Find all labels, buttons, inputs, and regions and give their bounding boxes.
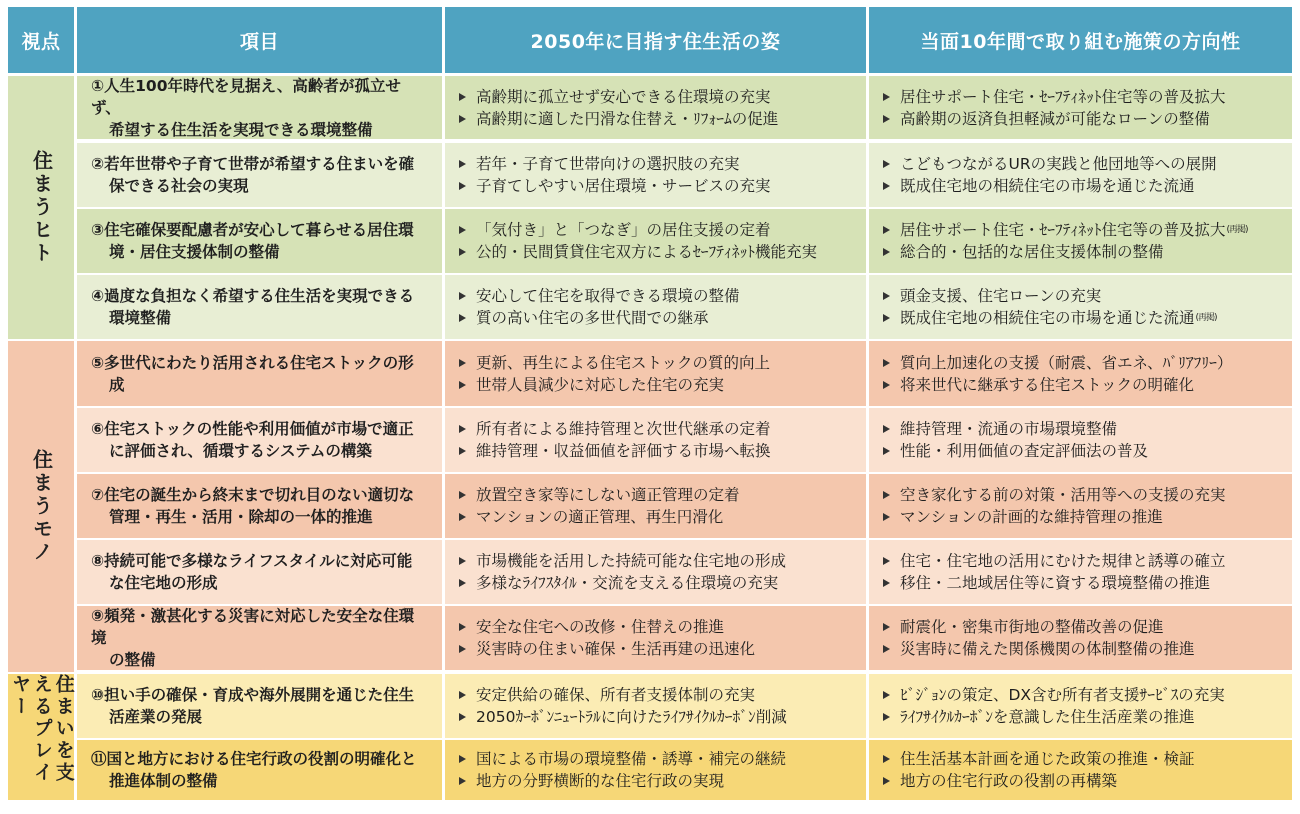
policy-bullet-item	[883, 684, 1282, 706]
row-item-cell	[77, 474, 442, 538]
vision-bullet-text: 市場機能を活用した持続可能な住宅地の形成	[476, 552, 787, 570]
item-line: な住宅地の形成	[109, 574, 218, 592]
policy-bullet-text: 地方の住宅行政の役割の再構築	[900, 772, 1118, 790]
vision-bullet-text: 2050ｶｰﾎﾞﾝﾆｭｰﾄﾗﾙに向けたﾗｲﾌｻｲｸﾙｶｰﾎﾞﾝ削減	[476, 708, 787, 726]
group-label-people: 住まうヒト	[29, 150, 54, 265]
vision-bullet-item	[459, 86, 856, 108]
policy-bullet-item	[883, 572, 1282, 594]
bullet-triangle-icon	[883, 777, 890, 785]
policy-bullet-item	[883, 550, 1282, 572]
reprint-tag: (再掲)	[1195, 313, 1217, 323]
row-item-text	[91, 219, 414, 263]
item-line: ⑩担い手の確保・育成や海外展開を通じた住生	[91, 686, 415, 704]
policy-bullet-text: 将来世代に継承する住宅ストックの明確化	[900, 375, 1195, 394]
vision-bullet-text: 地方の分野横断的な住宅行政の実現	[476, 772, 725, 790]
vision-bullet-item	[459, 770, 856, 792]
vision-bullet-item	[459, 506, 856, 528]
vision-bullet-text: 多様なﾗｲﾌｽﾀｲﾙ・交流を支える住環境の充実	[476, 574, 779, 592]
row-item-cell	[77, 341, 442, 406]
bullet-triangle-icon	[883, 755, 890, 763]
policy-bullet-text: 移住・二地域居住等に資する環境整備の推進	[900, 574, 1211, 592]
bullet-triangle-icon	[459, 93, 466, 101]
policy-bullet-text: ﾋﾞｼﾞｮﾝの策定、DX含む所有者支援ｻｰﾋﾞｽの充実	[900, 686, 1225, 704]
row-vision-cell	[445, 606, 866, 670]
bullet-triangle-icon	[459, 248, 466, 256]
policy-bullet-item	[883, 352, 1282, 374]
item-line: ⑤多世代にわたり活用される住宅ストックの形	[91, 353, 414, 372]
row-vision-cell	[445, 674, 866, 738]
row-item-cell	[77, 275, 442, 339]
bullet-triangle-icon	[883, 447, 890, 455]
policy-bullet-item	[883, 86, 1282, 108]
bullet-triangle-icon	[459, 557, 466, 565]
vision-bullet-text: 若年・子育て世帯向けの選択肢の充実	[476, 155, 740, 173]
bullet-triangle-icon	[459, 115, 466, 123]
item-line: ⑧持続可能で多様なライフスタイルに対応可能	[91, 552, 413, 570]
group-band-people	[8, 76, 74, 339]
bullet-triangle-icon	[459, 713, 466, 721]
bullet-triangle-icon	[883, 491, 890, 499]
item-line: 希望する住生活を実現できる環境整備	[109, 120, 373, 139]
row-vision-cell	[445, 408, 866, 472]
vision-bullet-item	[459, 285, 856, 307]
bullet-triangle-icon	[883, 425, 890, 433]
bullet-triangle-icon	[883, 314, 890, 322]
bullet-triangle-icon	[883, 160, 890, 168]
policy-bullet-text: 耐震化・密集市街地の整備改善の促進	[900, 618, 1164, 636]
policy-bullet-item	[883, 616, 1282, 638]
bullet-triangle-icon	[459, 425, 466, 433]
bullet-triangle-icon	[883, 115, 890, 123]
vision-bullet-text: 質の高い住宅の多世代間での継承	[476, 309, 709, 327]
policy-bullet-text: 居住サポート住宅・ｾｰﾌﾃｨﾈｯﾄ住宅等の普及拡大	[900, 87, 1226, 106]
row-item-text	[91, 484, 414, 528]
bullet-triangle-icon	[883, 623, 890, 631]
item-line: ④過度な負担なく希望する住生活を実現できる	[91, 287, 415, 305]
vision-bullet-text: 更新、再生による住宅ストックの質的向上	[476, 353, 771, 372]
policy-bullet-item	[883, 108, 1282, 130]
bullet-triangle-icon	[459, 292, 466, 300]
vision-bullet-text: マンションの適正管理、再生円滑化	[476, 508, 724, 526]
group-label-housing: 住まうモノ	[29, 449, 54, 564]
vision-bullet-item	[459, 153, 856, 175]
bullet-triangle-icon	[883, 381, 890, 389]
bullet-triangle-icon	[459, 182, 466, 190]
policy-bullet-text: 維持管理・流通の市場環境整備	[900, 420, 1118, 438]
row-item-text	[91, 75, 424, 141]
policy-bullet-text: ﾗｲﾌｻｲｸﾙｶｰﾎﾞﾝを意識した住生活産業の推進	[900, 708, 1195, 726]
item-line: ⑥住宅ストックの性能や利用価値が市場で適正	[91, 420, 414, 438]
vision-bullet-item	[459, 572, 856, 594]
policy-bullet-text: 頭金支援、住宅ローンの充実	[900, 287, 1102, 305]
row-item-text	[91, 748, 417, 792]
header-item: 項目	[77, 7, 442, 73]
policy-bullet-text: 性能・利用価値の査定評価法の普及	[900, 442, 1149, 460]
policy-bullet-text: 既成住宅地の相続住宅の市場を通じた流通	[900, 177, 1195, 195]
policy-bullet-item	[883, 770, 1282, 792]
policy-bullet-item	[883, 175, 1282, 197]
vision-bullet-text: 公的・民間賃貸住宅双方によるｾｰﾌﾃｨﾈｯﾄ機能充実	[476, 243, 818, 261]
vision-bullet-item	[459, 638, 856, 660]
vision-bullet-text: 子育てしやすい居住環境・サービスの充実	[476, 177, 771, 195]
bullet-triangle-icon	[459, 491, 466, 499]
row-vision-cell	[445, 540, 866, 604]
policy-bullet-item	[883, 374, 1282, 396]
row-item-text	[91, 605, 424, 671]
item-line: 成	[109, 375, 125, 394]
vision-bullet-text: 国による市場の環境整備・誘導・補完の継続	[476, 750, 787, 768]
item-line: ②若年世帯や子育て世帯が希望する住まいを確	[91, 155, 415, 173]
row-vision-cell	[445, 275, 866, 339]
policy-bullet-item	[883, 638, 1282, 660]
policy-bullet-text: 総合的・包括的な居住支援体制の整備	[900, 243, 1164, 261]
policy-bullet-item	[883, 484, 1282, 506]
bullet-triangle-icon	[459, 160, 466, 168]
bullet-triangle-icon	[883, 645, 890, 653]
vision-bullet-item	[459, 706, 856, 728]
bullet-triangle-icon	[883, 93, 890, 101]
bullet-triangle-icon	[459, 359, 466, 367]
policy-bullet-text: 高齢期の返済負担軽減が可能なローンの整備	[900, 109, 1210, 128]
policy-bullet-item	[883, 219, 1282, 241]
vision-bullet-item	[459, 748, 856, 770]
vision-bullet-item	[459, 307, 856, 329]
item-line: ⑪国と地方における住宅行政の役割の明確化と	[91, 750, 417, 768]
vision-bullet-item	[459, 418, 856, 440]
item-line: の整備	[109, 651, 156, 669]
row-item-text	[91, 418, 414, 462]
item-line: ⑦住宅の誕生から終末まで切れ目のない適切な	[91, 486, 415, 504]
bullet-triangle-icon	[883, 513, 890, 521]
policy-bullet-item	[883, 307, 1282, 329]
item-line: 境・居住支援体制の整備	[109, 243, 280, 261]
row-item-cell	[77, 740, 442, 800]
policy-bullet-item	[883, 748, 1282, 770]
policy-bullet-text: 既成住宅地の相続住宅の市場を通じた流通	[900, 309, 1195, 327]
bullet-triangle-icon	[459, 623, 466, 631]
header-viewpoint: 視点	[8, 7, 74, 73]
vision-bullet-text: 安全な住宅への改修・住替えの推進	[476, 618, 725, 636]
row-item-text	[91, 550, 412, 594]
row-item-cell	[77, 143, 442, 207]
policy-bullet-item	[883, 440, 1282, 462]
row-item-cell	[77, 76, 442, 139]
row-policy-cell	[869, 341, 1292, 406]
vision-bullet-item	[459, 616, 856, 638]
bullet-triangle-icon	[883, 557, 890, 565]
vision-bullet-item	[459, 352, 856, 374]
reprint-tag: (再掲)	[1226, 225, 1248, 235]
row-item-cell	[77, 606, 442, 670]
row-item-text	[91, 285, 414, 329]
policy-bullet-text: 住生活基本計画を通じた政策の推進・検証	[900, 750, 1195, 768]
policy-bullet-item	[883, 285, 1282, 307]
item-line: に評価され、循環するシステムの構築	[109, 442, 372, 460]
bullet-triangle-icon	[459, 447, 466, 455]
policy-bullet-text: マンションの計画的な維持管理の推進	[900, 508, 1163, 526]
row-vision-cell	[445, 341, 866, 406]
policy-bullet-text: 住宅・住宅地の活用にむけた規律と誘導の確立	[900, 552, 1226, 570]
row-item-text	[91, 684, 414, 728]
bullet-triangle-icon	[459, 314, 466, 322]
row-policy-cell	[869, 474, 1292, 538]
policy-bullet-item	[883, 418, 1282, 440]
vision-bullet-text: 放置空き家等にしない適正管理の定着	[476, 486, 740, 504]
vision-bullet-item	[459, 219, 856, 241]
policy-bullet-text: 居住サポート住宅・ｾｰﾌﾃｨﾈｯﾄ住宅等の普及拡大	[900, 221, 1226, 239]
row-item-cell	[77, 408, 442, 472]
row-policy-cell	[869, 540, 1292, 604]
bullet-triangle-icon	[459, 777, 466, 785]
bullet-triangle-icon	[459, 755, 466, 763]
row-policy-cell	[869, 674, 1292, 738]
row-item-cell	[77, 209, 442, 273]
vision-bullet-text: 安定供給の確保、所有者支援体制の充実	[476, 686, 756, 704]
vision-bullet-text: 「気付き」と「つなぎ」の居住支援の定着	[476, 221, 771, 239]
bullet-triangle-icon	[883, 359, 890, 367]
bullet-triangle-icon	[883, 226, 890, 234]
item-line: 保できる社会の実現	[109, 177, 249, 195]
vision-bullet-text: 高齢期に適した円滑な住替え・ﾘﾌｫｰﾑの促進	[476, 109, 779, 128]
row-policy-cell	[869, 209, 1292, 273]
row-vision-cell	[445, 143, 866, 207]
row-policy-cell	[869, 275, 1292, 339]
row-policy-cell	[869, 606, 1292, 670]
bullet-triangle-icon	[459, 579, 466, 587]
bullet-triangle-icon	[459, 381, 466, 389]
vision-bullet-item	[459, 108, 856, 130]
policy-bullet-text: 質向上加速化の支援（耐震、省エネ、ﾊﾞﾘｱﾌﾘｰ）	[900, 353, 1233, 372]
item-line: ①人生100年時代を見据え、高齢者が孤立せず、	[91, 76, 401, 117]
bullet-triangle-icon	[883, 579, 890, 587]
row-item-cell	[77, 540, 442, 604]
vision-bullet-item	[459, 374, 856, 396]
bullet-triangle-icon	[459, 226, 466, 234]
row-item-text	[91, 352, 414, 396]
bullet-triangle-icon	[883, 292, 890, 300]
vision-bullet-text: 高齢期に孤立せず安心できる住環境の充実	[476, 87, 771, 106]
vision-bullet-text: 安心して住宅を取得できる環境の整備	[476, 287, 740, 305]
bullet-triangle-icon	[459, 691, 466, 699]
policy-bullet-item	[883, 506, 1282, 528]
bullet-triangle-icon	[883, 248, 890, 256]
policy-bullet-item	[883, 153, 1282, 175]
item-line: 管理・再生・活用・除却の一体的推進	[109, 508, 373, 526]
policy-bullet-text: 空き家化する前の対策・活用等への支援の充実	[900, 486, 1226, 504]
policy-bullet-item	[883, 241, 1282, 263]
vision-bullet-text: 維持管理・収益価値を評価する市場へ転換	[476, 442, 771, 460]
bullet-triangle-icon	[459, 645, 466, 653]
row-item-cell	[77, 674, 442, 738]
group-band-players	[8, 674, 74, 800]
row-vision-cell	[445, 474, 866, 538]
vision-bullet-item	[459, 241, 856, 263]
policy-bullet-item	[883, 706, 1282, 728]
item-line: 環境整備	[109, 309, 172, 327]
row-policy-cell	[869, 740, 1292, 800]
item-line: ③住宅確保要配慮者が安心して暮らせる居住環	[91, 221, 414, 239]
policy-bullet-text: こどもつながるURの実践と他団地等への展開	[900, 155, 1217, 173]
group-band-housing	[8, 341, 74, 672]
row-item-text	[91, 153, 414, 197]
vision-bullet-item	[459, 440, 856, 462]
item-line: 推進体制の整備	[109, 772, 218, 790]
item-line: 活産業の発展	[109, 708, 203, 726]
row-vision-cell	[445, 740, 866, 800]
vision-bullet-item	[459, 550, 856, 572]
vision-bullet-item	[459, 175, 856, 197]
bullet-triangle-icon	[883, 182, 890, 190]
item-line: ⑨頻発・激甚化する災害に対応した安全な住環境	[91, 607, 415, 647]
bullet-triangle-icon	[459, 513, 466, 521]
header-vision: 2050年に目指す住生活の姿	[445, 7, 866, 73]
header-policy: 当面10年間で取り組む施策の方向性	[869, 7, 1292, 73]
row-vision-cell	[445, 209, 866, 273]
vision-bullet-item	[459, 484, 856, 506]
row-policy-cell	[869, 143, 1292, 207]
group-label-players: 住まいを支えるプレイヤー	[9, 674, 75, 784]
row-policy-cell	[869, 76, 1292, 139]
vision-bullet-text: 所有者による維持管理と次世代継承の定着	[476, 420, 771, 438]
vision-bullet-text: 世帯人員減少に対応した住宅の充実	[476, 375, 725, 394]
row-policy-cell	[869, 408, 1292, 472]
vision-bullet-text: 災害時の住まい確保・生活再建の迅速化	[476, 640, 756, 658]
vision-bullet-item	[459, 684, 856, 706]
bullet-triangle-icon	[883, 691, 890, 699]
row-vision-cell	[445, 76, 866, 139]
policy-bullet-text: 災害時に備えた関係機関の体制整備の推進	[900, 640, 1195, 658]
bullet-triangle-icon	[883, 713, 890, 721]
